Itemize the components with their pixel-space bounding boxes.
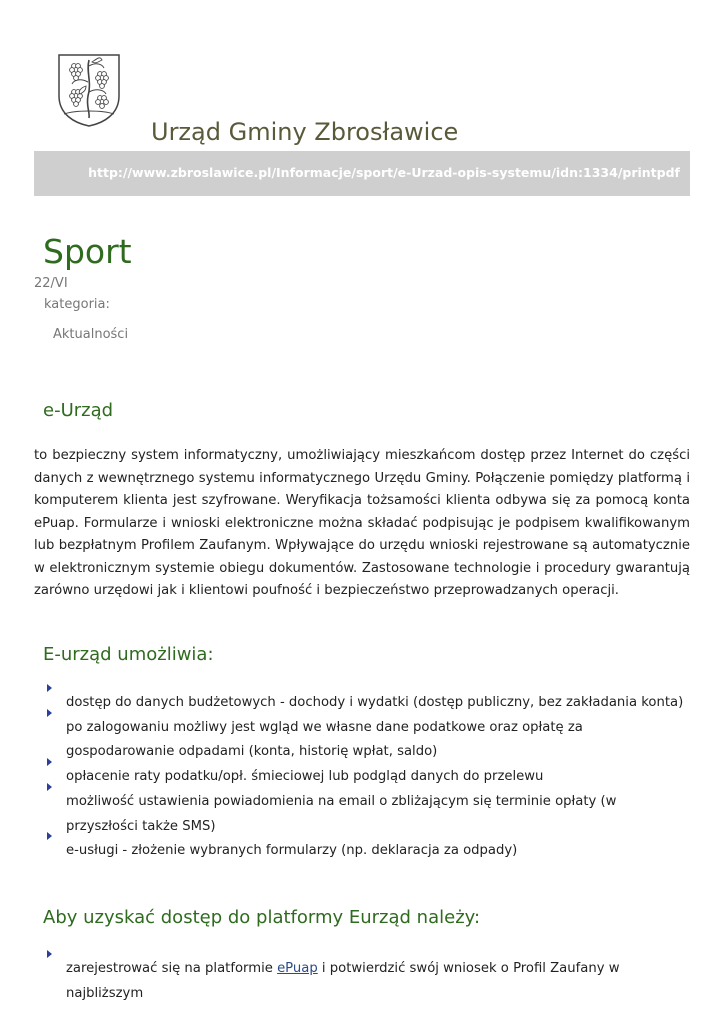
list-item [34,839,690,864]
bullet-arrow-icon [47,783,52,791]
list-item-text-after: i potwierdzić swój wniosek o Profil Zaufany w najbliższym [66,961,620,1001]
list-item-text: po zalogowaniu możliwy jest wgląd we własne dane podatkowe oraz opłatę za gospodarowanie odpadami (konta, historię wpłat, saldo) [66,719,583,760]
page-url-link[interactable]: http://www.zbroslawice.pl/Informacje/sport/e-Urzad-opis-systemu/idn:1334/printpdf [88,165,680,180]
site-title: Urząd Gminy Zbrosławice [151,118,459,146]
bullet-arrow-icon [47,684,52,692]
article-title: Sport [43,232,132,271]
section-paragraph-eurzad: to bezpieczny system informatyczny, umożliwiający mieszkańcom dostęp przez Internet do części danych z wewnętrznego systemu informatycznego Urzędu Gminy. Połączenie pomiędzy platformą i komputerem klienta jest szyfrowane. Weryfikacja tożsamości klienta odbywa się za pomocą konta ePuap. Formularze i wnioski elektroniczne można składać podpisując je podpisem kwalifikowanym lub bezpłatnym Profilem Zaufanym. Wpływające do urzędu wnioski rejestrowane są automatycznie w elektronicznym systemie obiegu dokumentów. Zastosowane technologie i procedury gwarantują zarówno urzędowi jak i klientowi poufność i bezpieczeństwo przeprowadzanych operacji. [34,448,690,598]
list-item-text: dostęp do danych budżetowych - dochody i wydatki (dostęp publiczny, bez zakładania konta) [66,695,684,710]
epuap-link[interactable]: ePuap [277,961,318,976]
section-heading-features: E-urząd umożliwia: [43,644,214,665]
list-item [34,790,690,839]
list-item-text: możliwość ustawienia powiadomienia na email o zbliżającym się terminie opłaty (w przyszłości także SMS) [66,793,617,834]
list-item [34,691,690,716]
list-item [34,765,690,790]
category-label: kategoria: [44,297,110,312]
coat-of-arms-icon [56,52,122,128]
access-steps-list [34,957,690,1006]
url-bar [34,151,690,196]
list-item-text-before: zarejestrować się na platformie [66,961,273,976]
bullet-arrow-icon [47,758,52,766]
list-item [34,957,690,1006]
features-list [34,691,690,864]
section-heading-eurzad: e-Urząd [43,400,114,421]
category-value: Aktualności [53,327,129,342]
list-item [34,716,690,765]
list-item-text: opłacenie raty podatku/opł. śmieciowej lub podgląd danych do przelewu [66,769,544,785]
section-heading-access: Aby uzyskać dostęp do platformy Eurząd należy: [43,907,481,928]
bullet-arrow-icon [47,950,52,958]
bullet-arrow-icon [47,832,52,840]
bullet-arrow-icon [47,709,52,717]
list-item-text: e-usługi - złożenie wybranych formularzy (np. deklaracja za odpady) [66,843,518,859]
article-date: 22/VI [34,276,68,291]
